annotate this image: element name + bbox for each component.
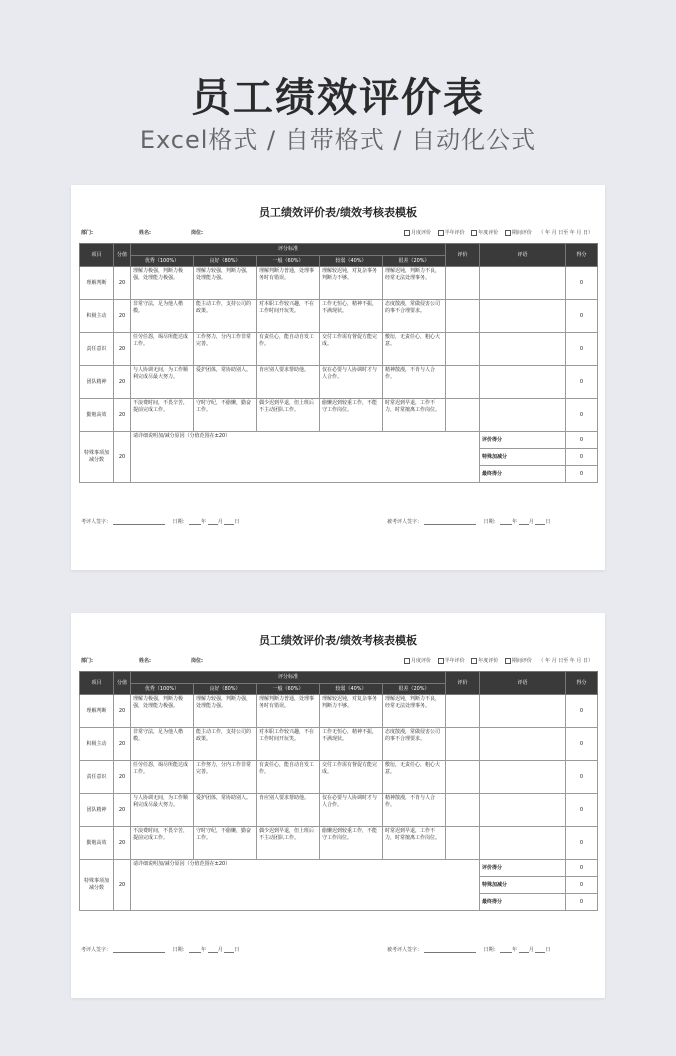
year-line[interactable] (189, 524, 201, 525)
header-level: 很差（20%） (383, 684, 446, 695)
dept-label: 部门: (81, 658, 93, 664)
row-desc: 与人协调无间，为工作顺利完成尽最大努力。 (131, 794, 194, 827)
month-line[interactable] (208, 524, 218, 525)
row-desc: 任劳任怨，竭尽所能达成工作。 (131, 761, 194, 794)
row-desc: 仅在必要与人协调时才与人合作。 (320, 366, 383, 399)
row-weight: 20 (114, 728, 131, 761)
summary-value: 0 (566, 449, 598, 466)
score-cell[interactable] (446, 300, 480, 333)
header-level: 良好（80%） (194, 256, 257, 267)
row-desc: 能主动工作，支持公司的政策。 (194, 300, 257, 333)
check-halfyear[interactable]: 半年评价 (438, 230, 465, 236)
header-level: 一般（60%） (257, 256, 320, 267)
row-weight: 20 (114, 827, 131, 860)
day-line[interactable] (535, 952, 545, 953)
row-desc: 理解较迟钝，对复杂事务判断力不够。 (320, 695, 383, 728)
evaluatee-signature (387, 946, 550, 953)
check-monthly[interactable]: 月度评价 (404, 230, 431, 236)
comment-cell[interactable] (480, 366, 566, 399)
row-desc: 爱护团体，常协助别人。 (194, 366, 257, 399)
row-desc: 理解较迟钝，对复杂事务判断力不够。 (320, 267, 383, 300)
row-desc: 敷衍，无责任心，粗心大意。 (383, 761, 446, 794)
header-level: 优秀（100%） (131, 256, 194, 267)
month-label: 月 (217, 947, 223, 953)
check-period[interactable]: 期间评价 (505, 658, 532, 664)
row-item: 理解判断 (80, 695, 114, 728)
form-meta (79, 655, 597, 667)
row-item: 团队精神 (80, 366, 114, 399)
header-result: 得分 (566, 244, 598, 267)
row-desc: 态度散漫，常做侵害公司的事不合理要求。 (383, 300, 446, 333)
row-result: 0 (566, 366, 598, 399)
header-level: 较弱（40%） (320, 256, 383, 267)
header-comment: 评语 (480, 244, 566, 267)
row-desc: 任劳任怨，竭尽所能达成工作。 (131, 333, 194, 366)
day-label: 日 (545, 519, 551, 525)
row-desc: 理解力较强，判断力强，处理能力强。 (194, 267, 257, 300)
row-desc: 对本职工作较兴趣，不在工作时间开玩笑。 (257, 728, 320, 761)
check-monthly[interactable]: 月度评价 (404, 658, 431, 664)
score-cell[interactable] (446, 761, 480, 794)
year-label: 年 (201, 519, 207, 525)
row-desc: 偷懒迟到较重工作，不能守工作岗位。 (320, 827, 383, 860)
page-subtitle: Excel格式 / 自带格式 / 自动化公式 (139, 126, 537, 154)
comment-cell[interactable] (480, 827, 566, 860)
day-line[interactable] (535, 524, 545, 525)
evaluation-table (79, 243, 598, 483)
evaluation-type (399, 657, 593, 664)
row-weight: 20 (114, 695, 131, 728)
bonus-row (80, 432, 598, 449)
comment-cell[interactable] (480, 794, 566, 827)
check-period[interactable]: 期间评价 (505, 230, 532, 236)
comment-cell[interactable] (480, 267, 566, 300)
check-halfyear[interactable]: 半年评价 (438, 658, 465, 664)
period-range: （ 年 月 日至 年 月 日） (538, 658, 593, 664)
year-line[interactable] (500, 952, 512, 953)
position-label: 岗位: (191, 230, 203, 236)
bonus-weight: 20 (114, 860, 131, 911)
evaluator-label: 考评人签字： (81, 519, 112, 525)
day-label: 日 (545, 947, 551, 953)
bonus-weight: 20 (114, 432, 131, 483)
header-item: 项目 (80, 244, 114, 267)
month-line[interactable] (519, 952, 529, 953)
table-row (80, 761, 598, 794)
row-desc: 精神散漫，不肯与人合作。 (383, 794, 446, 827)
score-cell[interactable] (446, 333, 480, 366)
date-label: 日期： (172, 947, 188, 953)
row-desc: 能主动工作，支持公司的政策。 (194, 728, 257, 761)
row-desc: 非常守法，足为他人楷模。 (131, 728, 194, 761)
row-desc: 理解迟钝，判断力不良，经常无法处理事务。 (383, 695, 446, 728)
summary-label: 特殊加减分 (480, 449, 566, 466)
header-level: 优秀（100%） (131, 684, 194, 695)
score-cell[interactable] (446, 267, 480, 300)
header-level: 很差（20%） (383, 256, 446, 267)
header-level: 良好（80%） (194, 684, 257, 695)
row-desc: 守时守纪，不偷懒，勤奋工作。 (194, 399, 257, 432)
form-title: 员工绩效评价表/绩效考核表模板 (258, 634, 418, 647)
month-line[interactable] (208, 952, 218, 953)
table-row (80, 728, 598, 761)
summary-label: 最终得分 (480, 894, 566, 911)
header-criteria: 评分标准 (131, 672, 446, 684)
row-weight: 20 (114, 794, 131, 827)
date-label: 日期： (483, 947, 499, 953)
row-desc: 非常守法，足为他人楷模。 (131, 300, 194, 333)
row-desc: 敷衍，无责任心，粗心大意。 (383, 333, 446, 366)
header-weight: 分值 (114, 244, 131, 267)
header-item: 项目 (80, 672, 114, 695)
bonus-item: 特殊事项加减分数 (80, 860, 114, 911)
row-desc: 仅在必要与人协调时才与人合作。 (320, 794, 383, 827)
year-line[interactable] (500, 524, 512, 525)
row-desc: 交付工作需有督促方能完成。 (320, 333, 383, 366)
row-weight: 20 (114, 399, 131, 432)
row-desc: 偷懒迟到较重工作，不能守工作岗位。 (320, 399, 383, 432)
month-label: 月 (217, 519, 223, 525)
summary-value: 0 (566, 860, 598, 877)
row-desc: 精神散漫，不肯与人合作。 (383, 366, 446, 399)
row-desc: 理解力极强，判断力极强，处理能力极强。 (131, 267, 194, 300)
score-cell[interactable] (446, 695, 480, 728)
year-line[interactable] (189, 952, 201, 953)
row-item: 积极主动 (80, 300, 114, 333)
comment-cell[interactable] (480, 399, 566, 432)
row-desc: 不浪费时间，不畏辛苦，提前完成工作。 (131, 827, 194, 860)
score-cell[interactable] (446, 827, 480, 860)
row-item: 勤勉高效 (80, 399, 114, 432)
row-desc: 工作无恒心，精神不振，不满现状。 (320, 728, 383, 761)
form-preview-1 (71, 185, 605, 570)
evaluatee-label: 被考评人签字： (387, 947, 423, 953)
row-result: 0 (566, 794, 598, 827)
row-desc: 对本职工作较兴趣，不在工作时间开玩笑。 (257, 300, 320, 333)
evaluatee-label: 被考评人签字： (387, 519, 423, 525)
header-weight: 分值 (114, 672, 131, 695)
comment-cell[interactable] (480, 300, 566, 333)
row-item: 责任意识 (80, 761, 114, 794)
row-desc: 肯应别人要求帮助他。 (257, 794, 320, 827)
page-title: 员工绩效评价表 (191, 75, 485, 121)
evaluatee-signature (387, 518, 550, 525)
row-weight: 20 (114, 366, 131, 399)
row-item: 责任意识 (80, 333, 114, 366)
score-cell[interactable] (446, 399, 480, 432)
comment-cell[interactable] (480, 695, 566, 728)
evaluatee-sign-line[interactable] (424, 952, 476, 953)
row-desc: 与人协调无间，为工作顺利完成尽最大努力。 (131, 366, 194, 399)
row-desc: 理解迟钝，判断力不良，经常无法处理事务。 (383, 267, 446, 300)
table-row (80, 267, 598, 300)
bonus-note[interactable]: 请详细说明加/减分原因（分值范围在±20） (131, 432, 480, 483)
row-desc: 理解力较强，判断力强，处理能力强。 (194, 695, 257, 728)
score-cell[interactable] (446, 366, 480, 399)
evaluator-signature (81, 518, 239, 525)
month-label: 月 (528, 947, 534, 953)
row-desc: 时常迟到早退，工作不力，时常擅离工作岗位。 (383, 827, 446, 860)
period-range: （ 年 月 日至 年 月 日） (538, 230, 593, 236)
evaluator-label: 考评人签字： (81, 947, 112, 953)
comment-cell[interactable] (480, 728, 566, 761)
row-desc: 不浪费时间，不畏辛苦，提前完成工作。 (131, 399, 194, 432)
dept-label: 部门: (81, 230, 93, 236)
row-desc: 理解判断力普通，处理事务时有错误。 (257, 695, 320, 728)
name-label: 姓名: (139, 658, 151, 664)
month-line[interactable] (519, 524, 529, 525)
row-desc: 工作努力，分内工作非常完善。 (194, 761, 257, 794)
year-label: 年 (512, 519, 518, 525)
row-result: 0 (566, 267, 598, 300)
row-result: 0 (566, 300, 598, 333)
row-item: 理解判断 (80, 267, 114, 300)
form-meta (79, 227, 597, 239)
header-score: 评价 (446, 244, 480, 267)
evaluatee-sign-line[interactable] (424, 524, 476, 525)
year-label: 年 (512, 947, 518, 953)
row-desc: 理解判断力普通，处理事务时有错误。 (257, 267, 320, 300)
row-result: 0 (566, 695, 598, 728)
row-weight: 20 (114, 267, 131, 300)
header-level: 一般（60%） (257, 684, 320, 695)
row-result: 0 (566, 728, 598, 761)
evaluator-sign-line[interactable] (113, 952, 165, 953)
row-desc: 有责任心，能自动自发工作。 (257, 333, 320, 366)
year-label: 年 (201, 947, 207, 953)
summary-label: 评价得分 (480, 860, 566, 877)
score-cell[interactable] (446, 728, 480, 761)
table-row (80, 794, 598, 827)
evaluator-signature (81, 946, 239, 953)
header-result: 得分 (566, 672, 598, 695)
row-desc: 工作努力，分内工作非常完善。 (194, 333, 257, 366)
month-label: 月 (528, 519, 534, 525)
score-cell[interactable] (446, 794, 480, 827)
row-desc: 偶少迟到早退，但上班后不主动团队工作。 (257, 399, 320, 432)
name-label: 姓名: (139, 230, 151, 236)
row-result: 0 (566, 399, 598, 432)
date-label: 日期： (483, 519, 499, 525)
position-label: 岗位: (191, 658, 203, 664)
summary-value: 0 (566, 877, 598, 894)
row-item: 团队精神 (80, 794, 114, 827)
day-line[interactable] (224, 952, 234, 953)
evaluation-type (399, 229, 593, 236)
header-criteria: 评分标准 (131, 244, 446, 256)
summary-value: 0 (566, 432, 598, 449)
summary-label: 评价得分 (480, 432, 566, 449)
bonus-item: 特殊事项加减分数 (80, 432, 114, 483)
row-item: 勤勉高效 (80, 827, 114, 860)
check-annual[interactable]: 年度评价 (471, 658, 498, 664)
table-row (80, 827, 598, 860)
row-desc: 肯应别人要求帮助他。 (257, 366, 320, 399)
day-line[interactable] (224, 524, 234, 525)
table-row (80, 333, 598, 366)
row-result: 0 (566, 761, 598, 794)
table-row (80, 366, 598, 399)
row-desc: 时常迟到早退，工作不力，时常擅离工作岗位。 (383, 399, 446, 432)
row-desc: 工作无恒心，精神不振，不满现状。 (320, 300, 383, 333)
bonus-row (80, 860, 598, 877)
comment-cell[interactable] (480, 761, 566, 794)
bonus-note[interactable]: 请详细说明加/减分原因（分值范围在±20） (131, 860, 480, 911)
header-comment: 评语 (480, 672, 566, 695)
header-level: 较弱（40%） (320, 684, 383, 695)
row-weight: 20 (114, 761, 131, 794)
table-row (80, 399, 598, 432)
row-result: 0 (566, 333, 598, 366)
evaluator-sign-line[interactable] (113, 524, 165, 525)
date-label: 日期： (172, 519, 188, 525)
row-desc: 交付工作需有督促方能完成。 (320, 761, 383, 794)
row-weight: 20 (114, 333, 131, 366)
row-desc: 态度散漫，常做侵害公司的事不合理要求。 (383, 728, 446, 761)
check-annual[interactable]: 年度评价 (471, 230, 498, 236)
row-result: 0 (566, 827, 598, 860)
row-desc: 有责任心，能自动自发工作。 (257, 761, 320, 794)
row-desc: 理解力极强，判断力极强，处理能力极强。 (131, 695, 194, 728)
summary-label: 特殊加减分 (480, 877, 566, 894)
summary-value: 0 (566, 894, 598, 911)
summary-value: 0 (566, 466, 598, 483)
comment-cell[interactable] (480, 333, 566, 366)
row-weight: 20 (114, 300, 131, 333)
row-desc: 偶少迟到早退，但上班后不主动团队工作。 (257, 827, 320, 860)
evaluation-table (79, 671, 598, 911)
row-desc: 爱护团体，常协助别人。 (194, 794, 257, 827)
day-label: 日 (234, 947, 240, 953)
summary-label: 最终得分 (480, 466, 566, 483)
header-score: 评价 (446, 672, 480, 695)
table-row (80, 695, 598, 728)
form-preview-2 (71, 613, 605, 998)
day-label: 日 (234, 519, 240, 525)
form-title: 员工绩效评价表/绩效考核表模板 (258, 206, 418, 219)
table-row (80, 300, 598, 333)
row-desc: 守时守纪，不偷懒，勤奋工作。 (194, 827, 257, 860)
row-item: 积极主动 (80, 728, 114, 761)
